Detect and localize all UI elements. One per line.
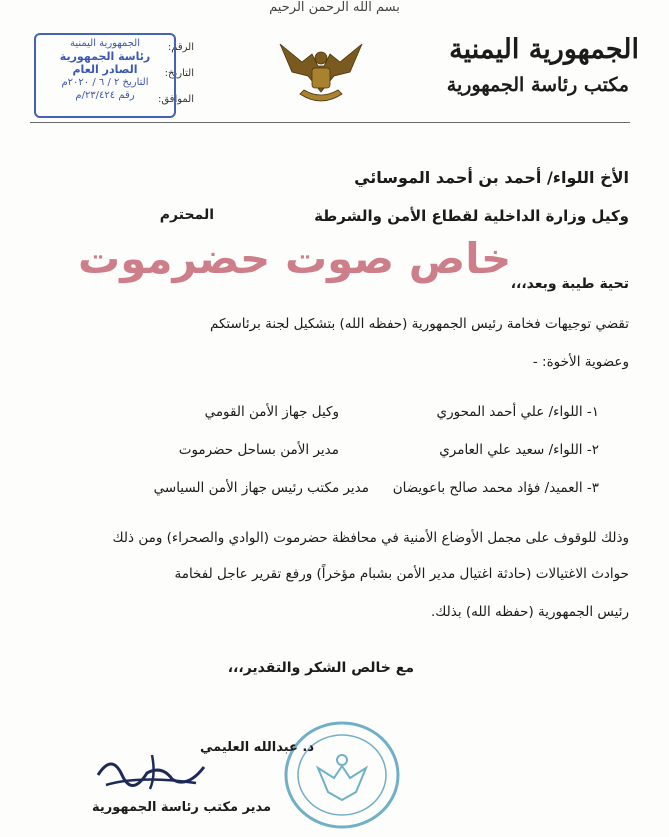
member-2-name: ٢- اللواء/ سعيد علي العامري [439, 442, 599, 458]
member-3-position: مدير مكتب رئيس جهاز الأمن السياسي [153, 480, 369, 496]
para-line-2: حوادث الاغتيالات (حادثة اغتيال مدير الأمن بشبام مؤخراً) ورفع تقرير عاجل لفخامة [174, 566, 629, 582]
member-1-position: وكيل جهاز الأمن القومي [204, 404, 339, 420]
member-1-name: ١- اللواء/ علي أحمد المحوري [436, 404, 599, 420]
intro-line-2: وعضوية الأخوة: - [532, 354, 629, 370]
stamp-line-1: الجمهورية اليمنية [69, 38, 140, 49]
stamp-line-2: رئاسة الجمهورية [59, 50, 151, 63]
ref-label: الرقم: [167, 42, 194, 53]
member-3-name: ٣- العميد/ فؤاد محمد صالح باعويضان [392, 480, 599, 496]
stamp-line-3: الصادر العام [72, 63, 138, 76]
yemen-eagle-emblem [272, 32, 370, 112]
greeting: تحية طيبة وبعد،،، [510, 276, 629, 292]
corresponding-label: الموافق: [157, 94, 194, 105]
signatory-name: د. عبدالله العليمي [200, 740, 315, 755]
para-line-3: رئيس الجمهورية (حفظه الله) بذلك. [430, 604, 629, 620]
stamp-line-4: التاريخ ٢ / ٦ / ٢٠٢٠م [61, 77, 149, 88]
closing-line: مع خالص الشكر والتقدير،،، [227, 660, 414, 676]
office-title: مكتب رئاسة الجمهورية [446, 74, 629, 96]
stamp-line-5: رقم ٢٣/٤٢٤/م [75, 90, 135, 101]
recipient-name: الأخ اللواء/ أحمد بن أحمد الموسائي [354, 168, 629, 187]
basmala: بسم الله الرحمن الرحيم [269, 0, 400, 15]
signatory-title: مدير مكتب رئاسة الجمهورية [92, 800, 272, 815]
incoming-stamp [34, 33, 176, 118]
handwritten-signature [92, 745, 212, 800]
office-seal [282, 720, 402, 830]
republic-title: الجمهورية اليمنية [449, 34, 639, 65]
member-2-position: مدير الأمن بساحل حضرموت [178, 442, 339, 458]
recipient-title: وكيل وزارة الداخلية لقطاع الأمن والشرطة [314, 207, 629, 225]
recipient-honorific: المحترم [159, 207, 214, 223]
date-label: التاريخ: [164, 68, 194, 79]
intro-line-1: تقضي توجيهات فخامة رئيس الجمهورية (حفظه الله) بتشكيل لجنة برئاستكم [209, 316, 629, 332]
para-line-1: وذلك للوقوف على مجمل الأوضاع الأمنية في محافظة حضرموت (الوادي والصحراء) ومن ذلك [112, 530, 629, 546]
watermark-text: خاص صوت حضرموت [78, 234, 512, 283]
header-divider [30, 122, 630, 123]
